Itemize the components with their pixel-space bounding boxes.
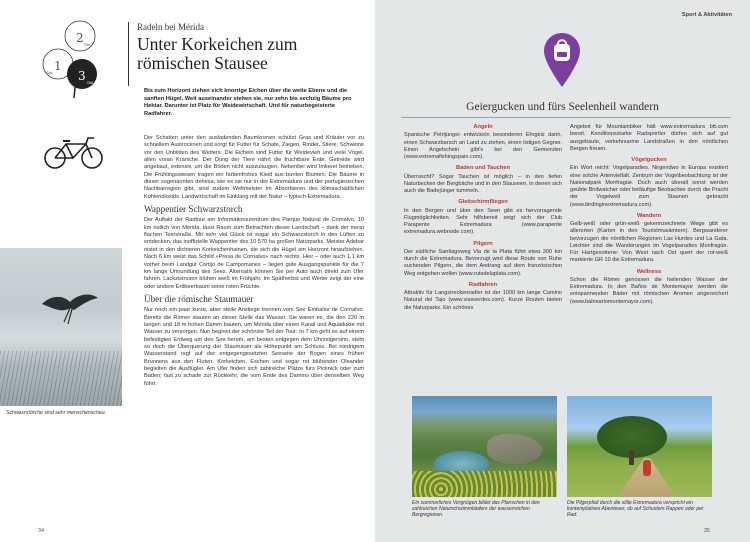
photo-reeds — [0, 351, 122, 406]
article-title: Unter Korkeichen zum römischen Stausee — [137, 34, 298, 73]
heading-baden: Baden und Tauchen — [456, 165, 510, 172]
section-label: Sport & Aktivitäten — [681, 12, 732, 18]
page-number-left: 34 — [38, 528, 45, 534]
body-paragraph-3: Nur noch ein paar kurze, aber steile Anstiege trennen vom See Embalse de Cornalvo. Bereits die Römer stauten an dieser Stelle das Wasser. Sie waren es, die den 220 m langen und 18 m hohen Damm bauten, um Mérida über einen Kanal und Aquädukte mit Wasser zu versorgen. Nun beginnt der schönste Teil der Tour: In 7 km geht es auf einem befestigten Erdweg um den See herum, am besten entgegen dem Uhrzeigersinn, steht so doch die Überquerung der Staumauer als Höhepunkt am Schluss. Bei niedrigem Wasserstand ragt auf der entgegengesetzten Seeseite der Bogen eines frühen Brunnens aus den Fluten. Korkeichen, Eschen und sogar rot blühender Oleander begleiten die Ausflügler. Am Ufer finden sich zahlreiche Plätze fürs Picknick oder zum Baden; fast zu schade zur Rückkehr, die vom Ende des Damms über denselben Weg führt. — [144, 307, 364, 387]
heading-wandern: Wandern — [636, 212, 662, 219]
heading-radfahren: Radfahren — [468, 281, 498, 288]
heading-voegel: Vögelgucken — [631, 157, 667, 163]
text-wandern: Gelb-weiß oder grün-weiß gekennzeichnete Wege gibt es allerorten (Karten in den Touristmusämtern). Bergwanderer bevorzugen die nördlichen Regionen Las Hurdes und La Gata. Leichter sind die Wanderungen im Vogelparadies Monfragüe. Für Hartgesottene: Von West nach Ost quert der rot-weiß markierte GR 10 die Extremadura. — [570, 221, 728, 264]
photo-flowers — [412, 471, 557, 497]
badge-unit-1: Std. — [46, 70, 54, 75]
photo-trunk — [629, 451, 634, 465]
title-rule — [401, 117, 731, 118]
text-angeln: Spanische Petrijünger entwickeln besonderen Ehrgeiz darin, einen Schwarzbarsch an Land zu ziehen, einen listigen Gegner. Einen Angelschein gibt's bei den Gemeinden (www.extremafishingspain.com). — [404, 132, 562, 160]
article-header — [128, 22, 358, 86]
heading-pilgern: Pilgern — [473, 240, 493, 247]
duration-badge — [36, 18, 106, 100]
subheading-staumauer: Über die römische Staumauer — [144, 293, 254, 304]
text-voegel: Ein Wort reicht: Vogelparadies. Nirgendwo in Europa existiert eine solche Artenvielfalt. Zentrum der Vogelbeobachtung ist der Nationalpark Monfragüe. Doch auch überall sonst werden geübte Birdwatcher oder beiläufige Beobachter durch die Pracht der Vogelwelt zum Staunen gebracht (www.birdinginextremadura.com). — [570, 165, 728, 208]
text-wellness: Schon die Römer genossen die heilenden Wasser der Extremadura. In den Baños de Montemayor werden die entspannenden Bäder mit römischen Aromen angereichert (www.balneariomontemayor.com). — [570, 276, 728, 305]
badge-unit-3: Std. — [87, 80, 95, 85]
subheading-schwarzstorch: Wappentier Schwarzstorch — [144, 204, 243, 215]
cyclist-caption: Die Pilgerpfad durch die stille Extremadura verspricht ein kontemplatives Abenteuer, ob auf Schusters Rappen oder per Rad. — [567, 500, 704, 519]
heading-gleitschirm: Gleitschirmfliegen — [458, 199, 508, 206]
badge-unit-2: Std. — [84, 42, 92, 47]
heading-angeln: Angeln — [473, 124, 493, 130]
text-gleitschirm: In den Bergen und über den Seen gibt es hervorragende Flugmöglichkeiten. Sehr hilfsbereit zeigt sich der Club Parapente Extremadura (www.parapente extremadura.webnode.com). — [404, 207, 562, 236]
text-radfahren-cont: Angebot für Mountainbiker hält www.extremadura btt.com bereit. Konditionsstarke Radsportler dürfen sich auf gut ausgebaute, verkehrsarme Landstraßen in den nördlichen Bergen freuen. — [570, 124, 728, 152]
body-paragraph-1: Der Schatten unter den ausladenden Baumkronen schützt Gras und Kräuter vor zu schnellem Austrocknen und sorgt für Futter für Schafe, Ziegen, Rinder, Stiere, Schweine vor den Unbilden des Wetters. Die Eicheln sind Futter für Weidevieh und viele Vögel, allen voran Kraniche. Der Dung der Tiere nährt die fruchtbare Erde. Getreide wird angebaut, extensiv, um die Böden nicht auszulaugen. Nebenbei wird Imkerei betrieben. Die Frühlingswiesen tragen ein farbenfrohes Kleid aus bunten Blumen. Die Bäume in dieser sogenannten dehesa, wie es sie nur in der Extremadura und der portugiesischen Nachbarregion gibt, sind zudem Weltmeister im Absorbieren des klimaschädlichen Kohlendioxids. Landwirtschaft im Einklang mit der Natur – typisch Extremadura. — [144, 135, 364, 200]
column-1 — [404, 124, 562, 312]
badge-number-2: 2 — [76, 31, 84, 45]
article-intro: Bis zum Horizont ziehen sich knorrige Eichen über die weite Ebene und die sanften Hügel. Weit auseinander stehen sie, nur zehn bis sechzig Bäume pro Hektar. Darunter ist Platz für Weidewirtschaft. Und für naturbegeisterte Radfahrer. — [144, 88, 352, 117]
body-paragraph-2: Der Auftakt der Radtour am Informationszentrum des Parque Natural de Cornalvo, 10 km östlich von Mérida, lässt Raum zum Betrachten dieser Landschaft – dank der meist flachen Teerstraße. Mit sehr viel Glück ist sogar ein Schwarzstorch in den Lüften zu entdecken, das inoffizielle Wappentier des 10 570 ha großen Naturparks. Meister Adebar nistet in den dichteren Korkeichenhainen, die sich die Hügel am Horizont hinaufziehen. Nach 6 km weist das Schild »Presa de Cornalvo« nach rechts. Hier – oder auch 1,1 km vorher beim Landgut Cortijo de Campomanes – liegen gute Ausgangspunkte für die 7 km lange Umrundung des Sees. Alternativ können Sie per Auto auch direkt zum Ufer fahren. Lackzistrosen blühen weiß im Frühjahr. Im Spätherbst und Winter zeigt der eine oder andere Erdbeerbaum seine roten Früchte. — [144, 217, 364, 290]
column-2 — [570, 124, 728, 306]
text-pilgern: Der südliche Santiagoweg Via de la Plata führt etwa 300 km durch die Extremadura. Bevorzugt wird diese Route von Ruhe suchenden Pilgern, die dem Andrang auf dem französischen Weg entgehen wollen (www.rutadelaplata.com). — [404, 248, 562, 277]
photo-rocks — [487, 434, 542, 464]
map-pin-backpack-icon — [543, 32, 581, 88]
page-number-right: 35 — [703, 528, 710, 534]
stork-photo — [0, 248, 122, 406]
article-kicker: Radeln bei Mérida — [137, 22, 204, 32]
cyclist-photo — [567, 396, 712, 497]
article-body — [144, 135, 364, 388]
text-radfahren: Attraktiv für Langstreckenradler ist der 1000 km lange Camino Natural del Tajo (www.viasverdes.com). Kurze Routen bieten die Naturparks. Ein schönes — [404, 290, 562, 311]
stork-silhouette — [40, 288, 100, 328]
stork-caption: Schwarzstörche sind sehr menschenscheu. — [6, 410, 107, 416]
badge-number-1: 1 — [54, 59, 62, 73]
sidebar-title: Geiergucken und fürs Seelenheil wandern — [466, 101, 659, 113]
pool-caption: Ein sommerliches Vergnügen bildet das Planschen in den zahlreichen Naturschwimmbädern der wasserreichen Bergregionen. — [412, 500, 540, 519]
natural-pool-photo — [412, 396, 557, 497]
photo-rider — [643, 460, 651, 476]
badge-number-3: 3 — [78, 69, 86, 83]
heading-wellness: Wellness — [636, 268, 662, 275]
text-baden: Überrascht? Sogar Tauchen ist möglich – in den tiefen Naturbecken der Bergbäche und in den Stauseen, in denen sich auch die Badejünger tummeln. — [404, 173, 562, 194]
bicycle-icon — [42, 134, 106, 170]
